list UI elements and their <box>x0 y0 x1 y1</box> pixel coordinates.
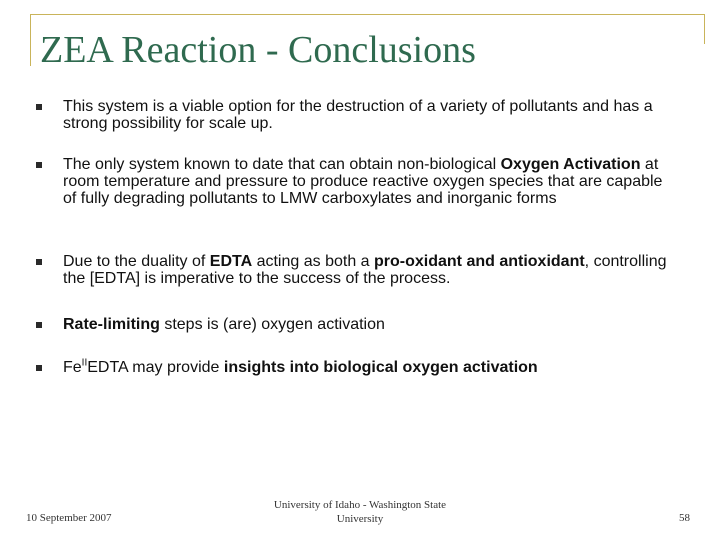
text-segment: This system is a viable option for the destruction of a variety of pollutants and has a strong possibility for scale up. <box>63 98 653 132</box>
footer-date: 10 September 2007 <box>26 512 112 524</box>
bullet-text <box>63 156 673 207</box>
footer-institution <box>250 498 470 526</box>
text-segment: , controlling the [EDTA] is imperative to the success of the process. <box>63 253 667 287</box>
highlighted-text: Oxygen Activation <box>500 156 641 173</box>
bullet-text <box>63 253 673 287</box>
bullet-square-icon <box>36 365 42 371</box>
bullet-text <box>63 316 673 333</box>
superscript-text: II <box>81 357 88 369</box>
highlighted-text: pro-oxidant and antioxidant <box>374 253 585 270</box>
text-segment: acting as both a <box>252 253 374 270</box>
frame-right-line <box>704 14 705 44</box>
highlighted-text: Rate-limiting <box>63 316 160 333</box>
frame-left-line <box>30 14 31 66</box>
bullet-square-icon <box>36 104 42 110</box>
slide-title: ZEA Reaction - Conclusions <box>40 29 476 71</box>
text-segment: Due to the duality of <box>63 253 210 270</box>
footer-institution-line2: University <box>336 513 384 525</box>
highlighted-text: insights into biological oxygen activation <box>223 359 538 376</box>
bullet-item <box>36 359 676 376</box>
bullet-item <box>36 98 676 132</box>
bullet-item <box>36 316 676 333</box>
text-segment: The only system known to date that can obtain non-biological <box>63 156 501 173</box>
bullet-square-icon <box>36 322 42 328</box>
bullet-text <box>63 98 673 132</box>
text-segment: at room temperature and pressure to produce reactive oxygen species that are capable of fully degrading pollutants to LMW carboxylates and inorganic forms <box>63 156 663 207</box>
bullet-text <box>63 359 673 376</box>
footer-page-number: 58 <box>679 512 690 524</box>
bullet-item <box>36 253 676 287</box>
bullet-square-icon <box>36 162 42 168</box>
text-segment: Fe <box>63 359 82 376</box>
frame-top-line <box>30 14 705 15</box>
bullet-square-icon <box>36 259 42 265</box>
bullet-item <box>36 156 676 207</box>
highlighted-text: EDTA <box>209 253 253 270</box>
footer-institution-line1: University of Idaho - Washington State <box>273 499 447 511</box>
text-segment: EDTA may provide <box>87 359 224 376</box>
text-segment: steps is (are) oxygen activation <box>159 316 385 333</box>
